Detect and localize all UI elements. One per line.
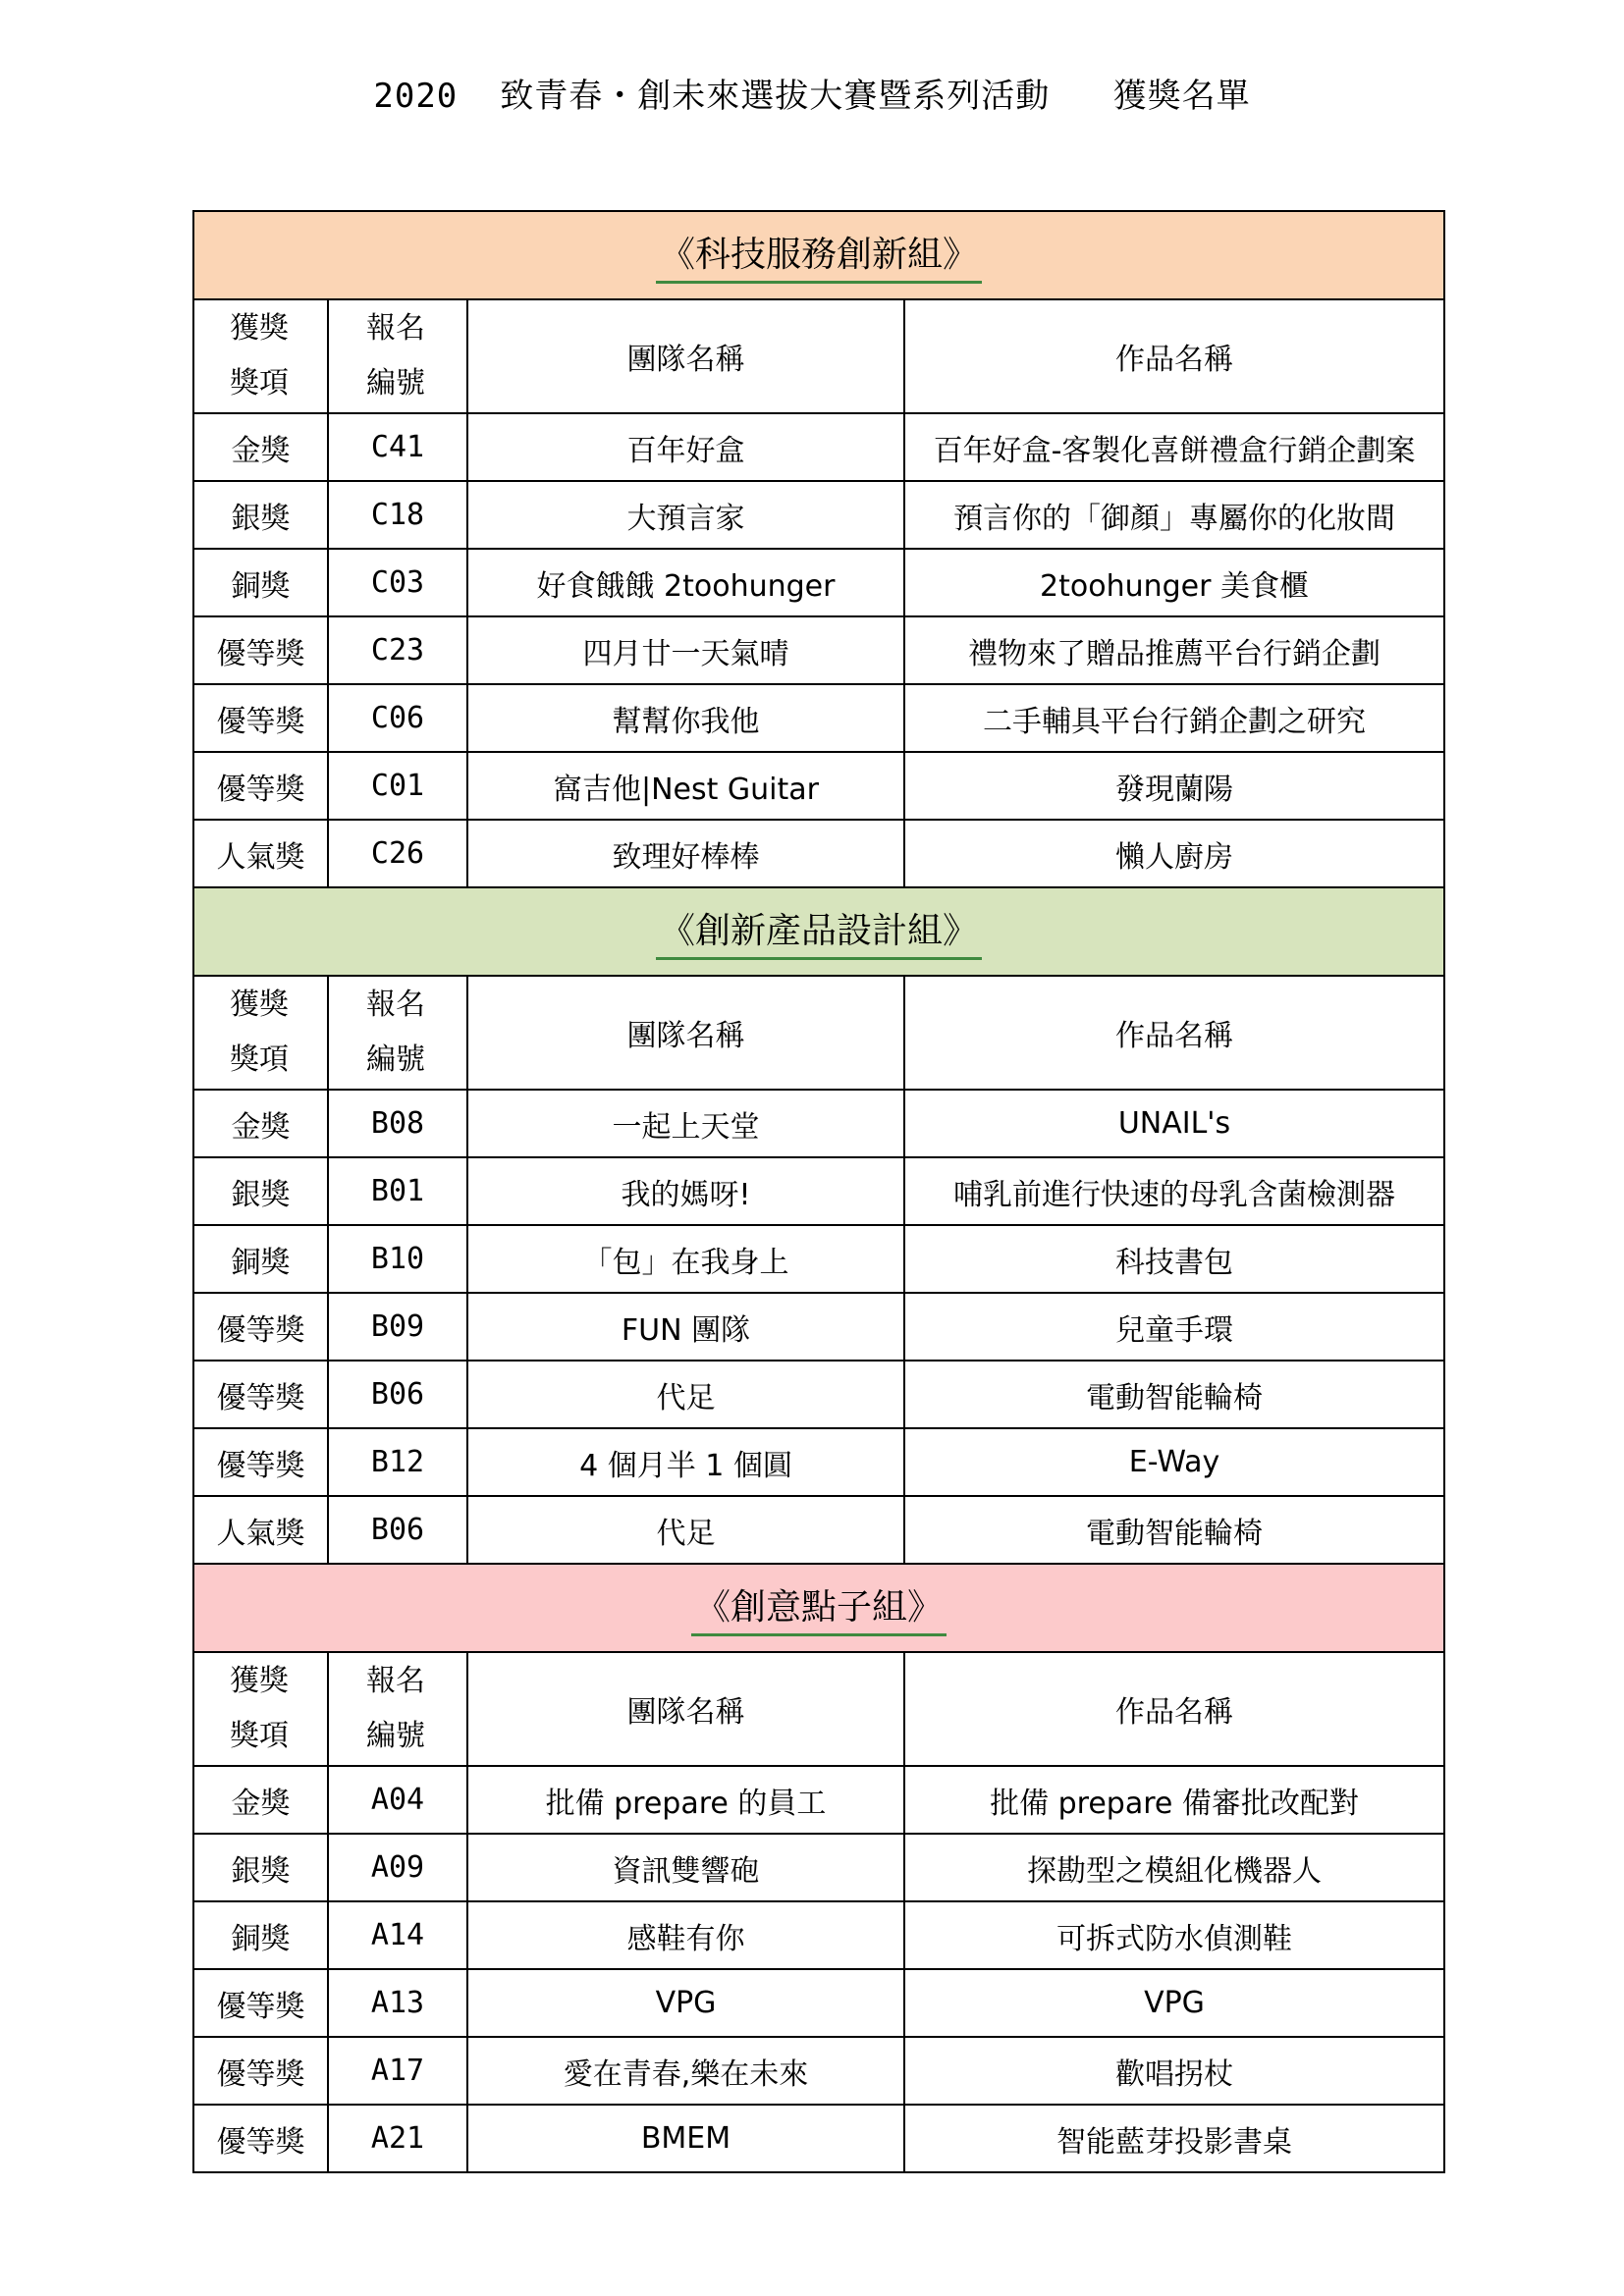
team-name-cell: 百年好盒: [467, 413, 904, 481]
page-title: 2020 致青春・創未來選拔大賽暨系列活動 獲獎名單: [373, 77, 1251, 116]
work-name-cell: 發現蘭陽: [904, 752, 1444, 820]
registration-id-cell: C23: [328, 616, 467, 684]
section-header-innovative-product-design: [193, 887, 1444, 976]
registration-id-cell: C26: [328, 820, 467, 887]
team-name-cell: 一起上天堂: [467, 1090, 904, 1157]
registration-id-cell: A13: [328, 1969, 467, 2037]
header-award-line1: 獲獎: [230, 1664, 289, 1698]
section-header-creative-idea: [193, 1564, 1444, 1652]
award-cell: 優等獎: [193, 1361, 328, 1428]
award-cell: 銀獎: [193, 1157, 328, 1225]
table-row: [193, 1428, 1444, 1496]
team-name-cell: 窩吉他|Nest Guitar: [467, 752, 904, 820]
column-header-row: [193, 1652, 1444, 1766]
award-cell: 金獎: [193, 413, 328, 481]
registration-id-cell: C06: [328, 684, 467, 752]
table-row: [193, 1225, 1444, 1293]
work-name-cell: 哺乳前進行快速的母乳含菌檢測器: [904, 1157, 1444, 1225]
work-name-cell: 兒童手環: [904, 1293, 1444, 1361]
header-work-name: 作品名稱: [904, 1652, 1444, 1766]
header-award: [193, 1652, 328, 1766]
header-registration-id-line1: 報名: [366, 988, 425, 1022]
registration-id-cell: A04: [328, 1766, 467, 1834]
header-award-line1: 獲獎: [230, 311, 289, 346]
team-name-cell: BMEM: [467, 2105, 904, 2172]
header-team-name: 團隊名稱: [467, 976, 904, 1090]
section-header-cell: [193, 211, 1444, 299]
team-name-cell: 資訊雙響砲: [467, 1834, 904, 1901]
registration-id-cell: C41: [328, 413, 467, 481]
registration-id-cell: A17: [328, 2037, 467, 2105]
header-award-line1: 獲獎: [230, 988, 289, 1022]
award-cell: 金獎: [193, 1090, 328, 1157]
work-name-cell: 科技書包: [904, 1225, 1444, 1293]
table-row: [193, 1901, 1444, 1969]
header-registration-id: [328, 1652, 467, 1766]
team-name-cell: 愛在青春,樂在未來: [467, 2037, 904, 2105]
registration-id-cell: A09: [328, 1834, 467, 1901]
registration-id-cell: C01: [328, 752, 467, 820]
award-cell: 人氣獎: [193, 820, 328, 887]
work-name-cell: VPG: [904, 1969, 1444, 2037]
table-row: [193, 2105, 1444, 2172]
header-registration-id-line2: 編號: [366, 1719, 425, 1753]
table-row: [193, 684, 1444, 752]
header-team-name: 團隊名稱: [467, 1652, 904, 1766]
award-cell: 優等獎: [193, 2105, 328, 2172]
table-row: [193, 616, 1444, 684]
team-name-cell: 「包」在我身上: [467, 1225, 904, 1293]
table-row: [193, 1157, 1444, 1225]
work-name-cell: 百年好盒-客製化喜餅禮盒行銷企劃案: [904, 413, 1444, 481]
registration-id-cell: B08: [328, 1090, 467, 1157]
table-row: [193, 1361, 1444, 1428]
section-title: 《創意點子組》: [691, 1579, 947, 1636]
header-registration-id-line1: 報名: [366, 311, 425, 346]
work-name-cell: 預言你的「御顏」專屬你的化妝間: [904, 481, 1444, 549]
work-name-cell: 電動智能輪椅: [904, 1361, 1444, 1428]
team-name-cell: 代足: [467, 1361, 904, 1428]
header-team-name: 團隊名稱: [467, 299, 904, 413]
award-cell: 金獎: [193, 1766, 328, 1834]
award-cell: 優等獎: [193, 1293, 328, 1361]
table-row: [193, 752, 1444, 820]
work-name-cell: 可拆式防水偵測鞋: [904, 1901, 1444, 1969]
registration-id-cell: A14: [328, 1901, 467, 1969]
header-award-line2: 獎項: [230, 1719, 289, 1753]
award-cell: 優等獎: [193, 616, 328, 684]
registration-id-cell: B09: [328, 1293, 467, 1361]
registration-id-cell: C18: [328, 481, 467, 549]
award-cell: 銅獎: [193, 1901, 328, 1969]
table-row: [193, 2037, 1444, 2105]
work-name-cell: 二手輔具平台行銷企劃之研究: [904, 684, 1444, 752]
registration-id-cell: B10: [328, 1225, 467, 1293]
work-name-cell: UNAIL's: [904, 1090, 1444, 1157]
award-cell: 銅獎: [193, 1225, 328, 1293]
header-award-line2: 獎項: [230, 1042, 289, 1077]
award-cell: 人氣獎: [193, 1496, 328, 1564]
work-name-cell: 禮物來了贈品推薦平台行銷企劃: [904, 616, 1444, 684]
header-registration-id: [328, 299, 467, 413]
header-registration-id-line2: 編號: [366, 1042, 425, 1077]
team-name-cell: 幫幫你我他: [467, 684, 904, 752]
award-cell: 優等獎: [193, 684, 328, 752]
team-name-cell: 批備 prepare 的員工: [467, 1766, 904, 1834]
work-name-cell: 批備 prepare 備審批改配對: [904, 1766, 1444, 1834]
team-name-cell: 我的媽呀!: [467, 1157, 904, 1225]
table-row: [193, 820, 1444, 887]
team-name-cell: 感鞋有你: [467, 1901, 904, 1969]
section-header-cell: [193, 887, 1444, 976]
work-name-cell: 探勘型之模組化機器人: [904, 1834, 1444, 1901]
award-cell: 銀獎: [193, 481, 328, 549]
table-row: [193, 413, 1444, 481]
header-award-line2: 獎項: [230, 366, 289, 400]
column-header-row: [193, 976, 1444, 1090]
work-name-cell: 電動智能輪椅: [904, 1496, 1444, 1564]
award-cell: 優等獎: [193, 1969, 328, 2037]
registration-id-cell: B06: [328, 1361, 467, 1428]
registration-id-cell: B01: [328, 1157, 467, 1225]
section-title: 《科技服務創新組》: [656, 227, 982, 284]
header-registration-id-line1: 報名: [366, 1664, 425, 1698]
team-name-cell: FUN 團隊: [467, 1293, 904, 1361]
award-cell: 優等獎: [193, 1428, 328, 1496]
team-name-cell: 4 個月半 1 個圓: [467, 1428, 904, 1496]
header-award: [193, 976, 328, 1090]
work-name-cell: 懶人廚房: [904, 820, 1444, 887]
table-row: [193, 1766, 1444, 1834]
work-name-cell: E-Way: [904, 1428, 1444, 1496]
header-award: [193, 299, 328, 413]
registration-id-cell: B12: [328, 1428, 467, 1496]
award-cell: 銀獎: [193, 1834, 328, 1901]
table-row: [193, 549, 1444, 616]
section-header-cell: [193, 1564, 1444, 1652]
award-cell: 優等獎: [193, 2037, 328, 2105]
header-registration-id-line2: 編號: [366, 366, 425, 400]
team-name-cell: 四月廿一天氣晴: [467, 616, 904, 684]
header-work-name: 作品名稱: [904, 976, 1444, 1090]
column-header-row: [193, 299, 1444, 413]
registration-id-cell: B06: [328, 1496, 467, 1564]
work-name-cell: 智能藍芽投影書桌: [904, 2105, 1444, 2172]
table-row: [193, 1834, 1444, 1901]
award-cell: 優等獎: [193, 752, 328, 820]
section-title: 《創新產品設計組》: [656, 903, 982, 960]
table-row: [193, 1969, 1444, 2037]
header-registration-id: [328, 976, 467, 1090]
award-table: [192, 210, 1445, 2173]
section-header-tech-service-innovation: [193, 211, 1444, 299]
table-row: [193, 1293, 1444, 1361]
team-name-cell: 致理好棒棒: [467, 820, 904, 887]
table-row: [193, 1090, 1444, 1157]
team-name-cell: 代足: [467, 1496, 904, 1564]
table-row: [193, 481, 1444, 549]
award-cell: 銅獎: [193, 549, 328, 616]
registration-id-cell: A21: [328, 2105, 467, 2172]
work-name-cell: 歡唱拐杖: [904, 2037, 1444, 2105]
team-name-cell: 好食餓餓 2toohunger: [467, 549, 904, 616]
table-row: [193, 1496, 1444, 1564]
team-name-cell: VPG: [467, 1969, 904, 2037]
header-work-name: 作品名稱: [904, 299, 1444, 413]
work-name-cell: 2toohunger 美食櫃: [904, 549, 1444, 616]
team-name-cell: 大預言家: [467, 481, 904, 549]
registration-id-cell: C03: [328, 549, 467, 616]
